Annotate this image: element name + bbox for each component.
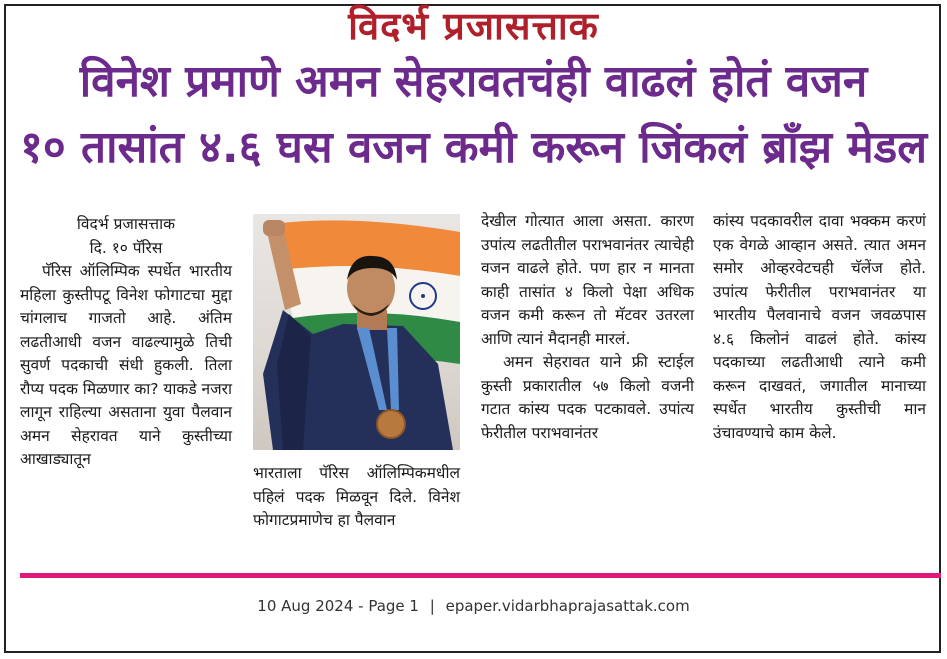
article-column-4	[713, 210, 926, 445]
byline-date: दि. १० पॅरिस	[89, 238, 163, 257]
athlete-with-flag-image	[253, 214, 460, 450]
masthead: विदर्भ प्रजासत्ताक	[348, 4, 599, 48]
byline-source: विदर्भ प्रजासत्ताक	[76, 215, 176, 233]
footer-url-link[interactable]: epaper.vidarbhaprajasattak.com	[445, 597, 690, 615]
article-paragraph: भारताला पॅरिस ऑलिम्पिकमधील पहिलं पदक मिळवून दिले. विनेश फोगाटप्रमाणेच हा पैलवान	[253, 464, 460, 529]
article-paragraph: देखील गोत्यात आला असता. कारण उपांत्य लढतीतील पराभवानंतर त्याचेही वजन वाढले होते. पण हार न मानता काही तासांत ४ किलो पेक्षा अधिक वजन कमी करून तो मॅटवर उतरला आणि त्यानं मैदानही मारलं.	[481, 212, 694, 348]
footer-divider	[20, 573, 941, 578]
footer	[0, 597, 947, 615]
headline-line-1: विनेश प्रमाणे अमन सेहरावतचंही वाढलं होतं वजन	[79, 56, 868, 107]
athlete-photo	[253, 214, 460, 450]
footer-date-page: 10 Aug 2024 - Page 1	[257, 597, 419, 615]
article-paragraph: अमन सेहरावत याने फ्री स्टाईल कुस्ती प्रकारातील ५७ किलो वजनी गटात कांस्य पदक पटकावले. उपांत्य फेरीतील पराभवानंतर	[481, 353, 694, 442]
footer-separator: |	[429, 597, 435, 615]
article-column-3	[481, 210, 694, 445]
headline-line-2: १० तासांत ४.६ घस वजन कमी करून जिंकलं ब्रॉंझ मेडल	[19, 122, 928, 173]
article-column-1	[20, 213, 232, 472]
article-column-2	[253, 462, 460, 533]
article-paragraph: कांस्य पदकावरील दावा भक्कम करणं एक वेगळे आव्हान असते. त्यात अमन समोर ओव्हरवेटचही चॅलेंज होते. उपांत्य फेरीतील पराभवानंतर या भारतीय पैलवानाचे वजन जवळपास ४.६ किलोनं वाढलं होते. कांस्य पदकाच्या लढतीआधी त्याने कमी करून दाखवतं, जगातील मानाच्या स्पर्धेत भारतीय कुस्तीची मान उंचावण्याचे काम केले.	[713, 212, 926, 442]
article-paragraph: पॅरिस ऑलिम्पिक स्पर्धेत भारतीय महिला कुस्तीपटू विनेश फोगाटचा मुद्दा चांगलाच गाजतो आहे. अंतिम लढतीआधी वजन वाढल्यामुळे तिची सुवर्ण पदकाची संधी हुकली. तिला रौप्य पदक मिळणार का? याकडे नजरा लागून राहिल्या असताना युवा पैलवान अमन सेहरावत याने कुस्तीच्या आखाड्यातून	[20, 262, 233, 468]
